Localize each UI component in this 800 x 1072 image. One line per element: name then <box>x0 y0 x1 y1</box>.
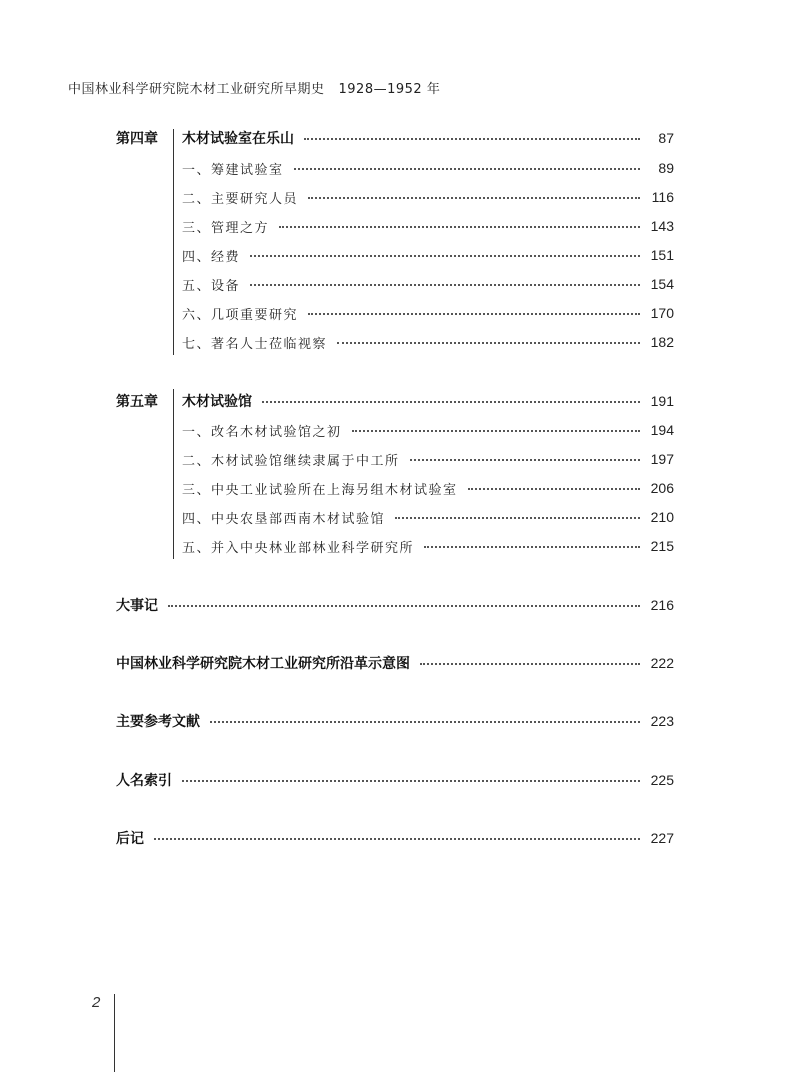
toc-entry-chapter-4[interactable] <box>116 127 674 149</box>
toc-entry-afterword[interactable] <box>116 827 674 849</box>
toc-entry-chapter-5[interactable] <box>116 390 674 412</box>
page-number: 227 <box>650 830 674 846</box>
toc-entry-chronicle[interactable] <box>116 594 674 616</box>
section-title: 三、中央工业试验所在上海另组木材试验室 <box>182 482 458 498</box>
page-number: 210 <box>650 509 674 525</box>
leader-dots <box>308 313 640 315</box>
folio-page-number: 2 <box>92 994 101 1011</box>
leader-dots <box>262 401 640 403</box>
page-number: 116 <box>651 189 674 205</box>
leader-dots <box>294 168 640 170</box>
toc-entry-section[interactable] <box>116 186 674 208</box>
leader-dots <box>279 226 640 228</box>
leader-dots <box>337 342 640 344</box>
toc-entry-section[interactable] <box>116 244 674 266</box>
toc-entry-section[interactable] <box>116 157 674 179</box>
page-number: 194 <box>650 422 674 438</box>
page-number: 151 <box>650 247 674 263</box>
chapter-title: 木材试验馆 <box>182 394 252 410</box>
section-title: 四、经费 <box>182 249 241 265</box>
book-title: 中国林业科学研究院木材工业研究所早期史 <box>68 82 325 97</box>
entry-title: 中国林业科学研究院木材工业研究所沿革示意图 <box>116 656 410 672</box>
entry-title: 后记 <box>116 831 144 847</box>
toc-entry-section[interactable] <box>116 302 674 324</box>
toc-entry-section[interactable] <box>116 477 674 499</box>
chapter-label: 第五章 <box>116 394 158 410</box>
section-title: 四、中央农垦部西南木材试验馆 <box>182 511 386 527</box>
leader-dots <box>210 721 640 723</box>
leader-dots <box>250 255 640 257</box>
toc-entry-section[interactable] <box>116 448 674 470</box>
toc-entry-section[interactable] <box>116 273 674 295</box>
leader-dots <box>308 197 640 199</box>
toc-entry-section[interactable] <box>116 506 674 528</box>
section-title: 二、主要研究人员 <box>182 191 299 207</box>
leader-dots <box>182 780 640 782</box>
toc-entry-references[interactable] <box>116 710 674 732</box>
page-number: 197 <box>650 451 674 467</box>
page-number: 182 <box>650 334 674 350</box>
section-title: 七、著名人士莅临视察 <box>182 336 328 352</box>
toc-entry-section[interactable] <box>116 419 674 441</box>
section-title: 三、管理之方 <box>182 220 270 236</box>
page-number: 223 <box>650 713 674 729</box>
toc-entry-name-index[interactable] <box>116 769 674 791</box>
page-number: 215 <box>650 538 674 554</box>
leader-dots <box>304 138 640 140</box>
toc-entry-section[interactable] <box>116 215 674 237</box>
toc-entry-section[interactable] <box>116 535 674 557</box>
leader-dots <box>424 546 640 548</box>
page-number: 170 <box>650 305 674 321</box>
section-title: 五、设备 <box>182 278 241 294</box>
section-title: 一、筹建试验室 <box>182 162 284 178</box>
page-number: 191 <box>650 393 674 409</box>
leader-dots <box>410 459 640 461</box>
section-title: 六、几项重要研究 <box>182 307 299 323</box>
page-number: 89 <box>658 160 674 176</box>
page-number: 206 <box>650 480 674 496</box>
entry-title: 大事记 <box>116 598 158 614</box>
entry-title: 人名索引 <box>116 773 172 789</box>
chapter-5-rule <box>173 389 174 559</box>
chapter-title: 木材试验室在乐山 <box>182 131 294 147</box>
running-header <box>68 78 440 97</box>
leader-dots <box>154 838 640 840</box>
section-title: 五、并入中央林业部林业科学研究所 <box>182 540 415 556</box>
entry-title: 主要参考文献 <box>116 714 200 730</box>
page-number: 222 <box>650 655 674 671</box>
book-years: 1928—1952 年 <box>338 82 441 97</box>
section-title: 二、木材试验馆继续隶属于中工所 <box>182 453 400 469</box>
leader-dots <box>168 605 640 607</box>
folio-rule <box>114 994 115 1072</box>
page-number: 154 <box>650 276 674 292</box>
page-number: 143 <box>650 218 674 234</box>
toc-entry-evolution-diagram[interactable] <box>116 652 674 674</box>
leader-dots <box>395 517 640 519</box>
page-number: 216 <box>650 597 674 613</box>
leader-dots <box>250 284 640 286</box>
page-number: 87 <box>658 130 674 146</box>
page-number: 225 <box>650 772 674 788</box>
toc-entry-section[interactable] <box>116 331 674 353</box>
leader-dots <box>352 430 640 432</box>
chapter-label: 第四章 <box>116 131 158 147</box>
section-title: 一、改名木材试验馆之初 <box>182 424 342 440</box>
leader-dots <box>420 663 640 665</box>
leader-dots <box>468 488 640 490</box>
